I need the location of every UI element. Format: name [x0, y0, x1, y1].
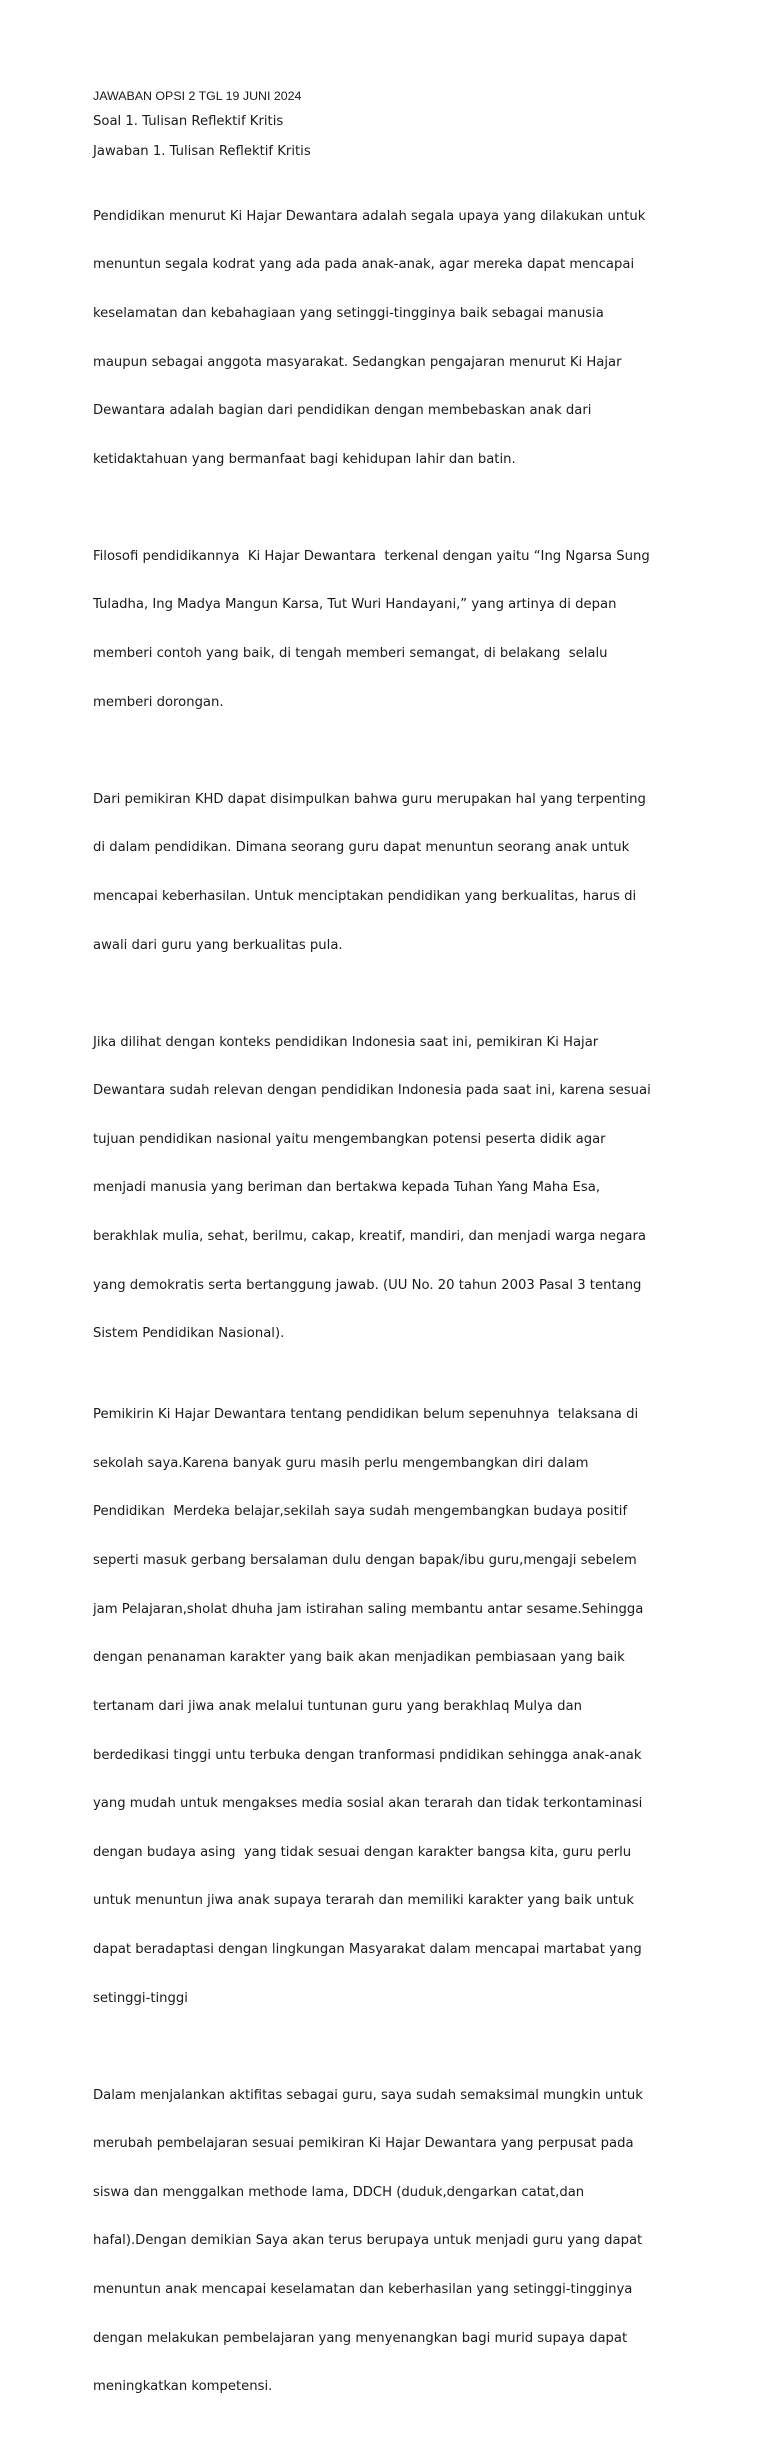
paragraph-line: yang mudah untuk mengakses media sosial akan terarah dan tidak terkontaminasi — [93, 1796, 643, 1812]
paragraph-line: hafal).Dengan demikian Saya akan terus berupaya untuk menjadi guru yang dapat — [93, 2233, 643, 2249]
paragraph-line: dapat beradaptasi dengan lingkungan Masyarakat dalam mencapai martabat yang — [93, 1941, 642, 1957]
paragraph-line: Dewantara sudah relevan dengan pendidikan Indonesia pada saat ini, karena sesuai — [93, 1083, 651, 1099]
document-header: JAWABAN OPSI 2 TGL 19 JUNI 2024 — [93, 89, 302, 103]
paragraph-line: menuntun anak mencapai keselamatan dan keberhasilan yang setinggi-tingginya — [93, 2282, 633, 2297]
paragraph-3 — [93, 759, 673, 986]
document-page — [93, 88, 673, 2444]
paragraph-4 — [93, 1002, 673, 1375]
paragraph-line: Dalam menjalankan aktifitas sebagai guru, saya sudah semaksimal mungkin untuk — [93, 2087, 643, 2103]
paragraph-line: menjadi manusia yang beriman dan bertakwa kepada Tuhan Yang Maha Esa, — [93, 1180, 601, 1196]
paragraph-line: jam Pelajaran,sholat dhuha jam istirahan saling membantu antar sesame.Sehingga — [93, 1601, 644, 1617]
paragraph-line: ketidaktahuan yang bermanfaat bagi kehidupan lahir dan batin. — [93, 451, 516, 467]
paragraph-line: mencapai keberhasilan. Untuk menciptakan pendidikan yang berkualitas, harus di — [93, 888, 637, 904]
paragraph-line: tertanam dari jiwa anak melalui tuntunan guru yang berakhlaq Mulya dan — [93, 1698, 582, 1714]
paragraph-line: setinggi-tinggi — [93, 1990, 188, 2006]
paragraph-5 — [93, 1375, 673, 2039]
paragraph-1 — [93, 176, 673, 500]
paragraph-line: Dari pemikiran KHD dapat disimpulkan bahwa guru merupakan hal yang terpenting — [93, 791, 646, 807]
paragraph-line: berdedikasi tinggi untu terbuka dengan tranformasi pndidikan sehingga anak-anak — [93, 1747, 642, 1763]
paragraph-2 — [93, 516, 673, 743]
paragraph-line: awali dari guru yang berkualitas pula. — [93, 937, 343, 953]
paragraph-line: maupun sebagai anggota masyarakat. Sedangkan pengajaran menurut Ki Hajar — [93, 354, 622, 370]
paragraph-line: dengan budaya asing yang tidak sesuai dengan karakter bangsa kita, guru perlu — [93, 1844, 632, 1860]
paragraph-line: Sistem Pendidikan Nasional). — [93, 1326, 285, 1342]
paragraph-line: meningkatkan kompetensi. — [93, 2379, 273, 2395]
answer-title: Jawaban 1. Tulisan Reflektif Kritis — [93, 144, 311, 160]
paragraph-line: Jika dilihat dengan konteks pendidikan Indonesia saat ini, pemikiran Ki Hajar — [93, 1034, 599, 1050]
paragraph-line: di dalam pendidikan. Dimana seorang guru dapat menuntun seorang anak untuk — [93, 840, 630, 856]
paragraph-line: Tuladha, Ing Madya Mangun Karsa, Tut Wuri Handayani,” yang artinya di depan — [93, 597, 617, 613]
paragraph-line: tujuan pendidikan nasional yaitu mengembangkan potensi peserta didik agar — [93, 1131, 606, 1147]
paragraph-line: memberi dorongan. — [93, 694, 224, 710]
paragraph-line: Pemikirin Ki Hajar Dewantara tentang pendidikan belum sepenuhnya telaksana di — [93, 1407, 639, 1423]
paragraph-line: Filosofi pendidikannya Ki Hajar Dewantara terkenal dengan yaitu “Ing Ngarsa Sung — [93, 548, 650, 564]
question-title: Soal 1. Tulisan Reflektif Kritis — [93, 114, 284, 129]
paragraph-line: merubah pembelajaran sesuai pemikiran Ki Hajar Dewantara yang perpusat pada — [93, 2136, 634, 2152]
paragraph-line: seperti masuk gerbang bersalaman dulu dengan bapak/ibu guru,mengaji sebelem — [93, 1553, 637, 1569]
paragraph-line: yang demokratis serta bertanggung jawab. (UU No. 20 tahun 2003 Pasal 3 tentang — [93, 1277, 642, 1293]
paragraph-line: berakhlak mulia, sehat, berilmu, cakap, kreatif, mandiri, dan menjadi warga negara — [93, 1229, 646, 1244]
paragraph-line: sekolah saya.Karena banyak guru masih perlu mengembangkan diri dalam — [93, 1455, 589, 1471]
paragraph-line: Pendidikan Merdeka belajar,sekilah saya sudah mengembangkan budaya positif — [93, 1504, 628, 1520]
paragraph-line: dengan melakukan pembelajaran yang menyenangkan bagi murid supaya dapat — [93, 2330, 628, 2346]
paragraph-line: dengan penanaman karakter yang baik akan menjadikan pembiasaan yang baik — [93, 1650, 625, 1666]
paragraph-line: Pendidikan menurut Ki Hajar Dewantara adalah segala upaya yang dilakukan untuk — [93, 208, 646, 224]
paragraph-line: Dewantara adalah bagian dari pendidikan dengan membebaskan anak dari — [93, 403, 592, 419]
paragraph-6 — [93, 2055, 673, 2428]
paragraph-line: menuntun segala kodrat yang ada pada anak-anak, agar mereka dapat mencapai — [93, 257, 635, 273]
paragraph-line: memberi contoh yang baik, di tengah memberi semangat, di belakang selalu — [93, 646, 608, 662]
paragraph-line: keselamatan dan kebahagiaan yang setinggi-tingginya baik sebagai manusia — [93, 306, 604, 322]
paragraph-line: siswa dan menggalkan methode lama, DDCH (duduk,dengarkan catat,dan — [93, 2184, 585, 2200]
paragraph-line: untuk menuntun jiwa anak supaya terarah dan memiliki karakter yang baik untuk — [93, 1893, 634, 1909]
